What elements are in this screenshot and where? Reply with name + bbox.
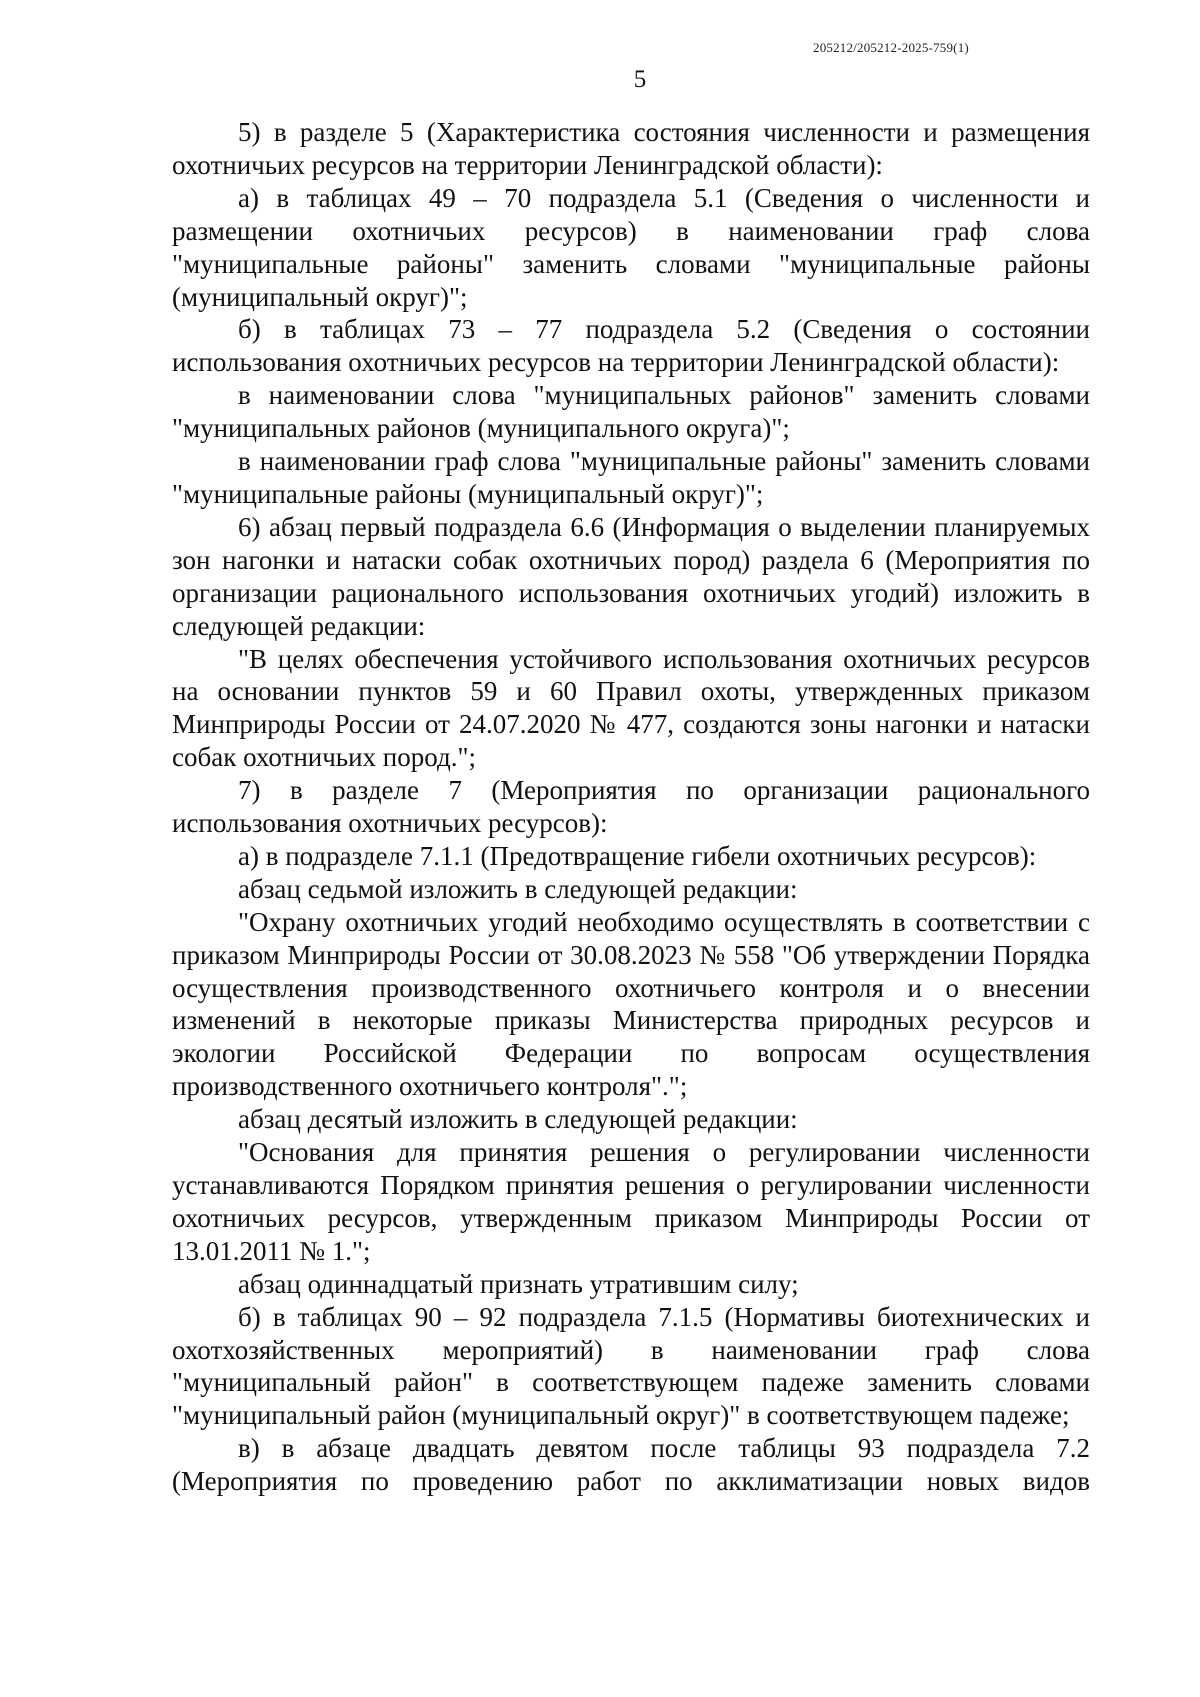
paragraph: в) в абзаце двадцать девятом после таблицы 93 подраздела 7.2 (Мероприятия по проведению работ по акклиматизации новых видов: [172, 1433, 1090, 1497]
document-id: 205212/205212-2025-759(1): [813, 40, 969, 55]
paragraph: б) в таблицах 90 – 92 подраздела 7.1.5 (Нормативы биотехнических и охотхозяйственных мероприятий) в наименовании граф слова "муниципальный район" в соответствующем падеже заменить словами "муниципальный район (муниципальный округ)" в соответствующем падеже;: [172, 1301, 1090, 1431]
paragraph: 5) в разделе 5 (Характеристика состояния численности и размещения охотничьих ресурсов на территории Ленинградской области):: [172, 117, 1090, 180]
paragraph: абзац седьмой изложить в следующей редакции:: [238, 873, 798, 904]
paragraph: абзац десятый изложить в следующей редакции:: [238, 1104, 798, 1135]
paragraph: абзац одиннадцатый признать утратившим силу;: [238, 1268, 799, 1299]
paragraph: "Основания для принятия решения о регулировании численности устанавливаются Порядком принятия решения о регулировании численности охотничьих ресурсов, утвержденным приказом Минприроды России от 13.01.2011 № 1.";: [172, 1137, 1090, 1266]
paragraph: 6) абзац первый подраздела 6.6 (Информация о выделении планируемых зон нагонки и натаски собак охотничьих пород) раздела 6 (Мероприятия по организации рационального использования охотничьих угодий) изложить в следующей редакции:: [172, 511, 1090, 641]
page-number: 5: [633, 66, 647, 93]
paragraph: 7) в разделе 7 (Мероприятия по организации рационального использования охотничьих ресурсов):: [172, 775, 1090, 839]
document-body: [172, 116, 1090, 1498]
paragraph: б) в таблицах 73 – 77 подраздела 5.2 (Сведения о состоянии использования охотничьих ресурсов на территории Ленинградской области):: [172, 314, 1090, 378]
paragraph: "Охрану охотничьих угодий необходимо осуществлять в соответствии с приказом Минприроды России от 30.08.2023 № 558 "Об утверждении Порядка осуществления производственного охотничьего контроля и о внесении изменений в некоторые приказы Министерства природных ресурсов и экологии Российской Федерации по вопросам осуществления производственного охотничьего контроля".";: [172, 906, 1090, 1102]
paragraph: "В целях обеспечения устойчивого использования охотничьих ресурсов на основании пунктов 59 и 60 Правил охоты, утвержденных приказом Минприроды России от 24.07.2020 № 477, создаются зоны нагонки и натаски собак охотничьих пород.";: [172, 643, 1090, 773]
paragraph: а) в таблицах 49 – 70 подраздела 5.1 (Сведения о численности и размещении охотничьих ресурсов) в наименовании граф слова "муниципальные районы" заменить словами "муниципальные районы (муниципальный округ)";: [172, 182, 1090, 312]
paragraph: в наименовании граф слова "муниципальные районы" заменить словами "муниципальные районы (муниципальный округ)";: [172, 446, 1090, 509]
paragraph: в наименовании слова "муниципальных районов" заменить словами "муниципальных районов (муниципального округа)";: [172, 380, 1090, 444]
paragraph: а) в подразделе 7.1.1 (Предотвращение гибели охотничьих ресурсов):: [238, 840, 1037, 871]
